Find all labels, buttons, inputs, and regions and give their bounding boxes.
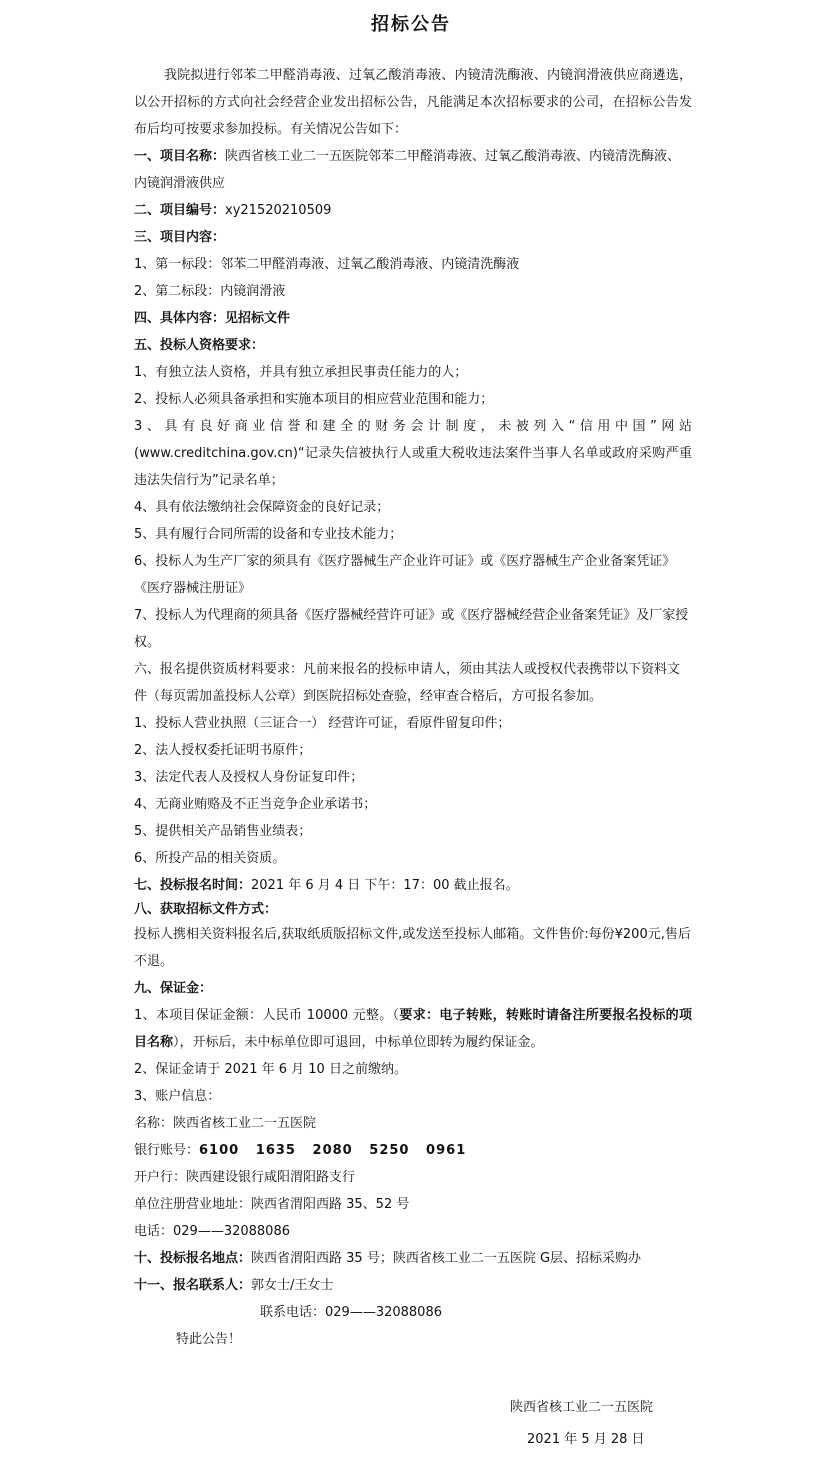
section-value: 陕西省核工业二一五医院邻苯二甲醛消毒液、过氧乙酸消毒液、内镜清洗酶液、内镜润滑液供应	[134, 149, 681, 191]
list-item: 2、投标人必须具备承担和实施本项目的相应营业范围和能力；	[134, 392, 494, 407]
list-item: 3、法定代表人及授权人身份证复印件；	[134, 770, 364, 785]
list-item: 6、投标人为生产厂家的须具有《医疗器械生产企业许可证》或《医疗器械生产企业备案凭证》《医疗器械注册证》	[134, 554, 676, 596]
section-label: 十、投标报名地点：	[134, 1251, 252, 1266]
list-item: 7、投标人为代理商的须具备《医疗器械经营许可证》或《医疗器械经营企业备案凭证》及厂家授权。	[134, 608, 689, 650]
account-address: 单位注册营业地址：陕西省渭阳西路 35、52 号	[134, 1197, 410, 1212]
account-number-value: 6100 1635 2080 5250 0961	[199, 1143, 467, 1158]
section-label: 七、投标报名时间：	[134, 878, 252, 893]
section-project-content-heading: 三、项目内容：	[134, 230, 226, 245]
list-item: 1、第一标段：邻苯二甲醛消毒液、过氧乙酸消毒液、内镜清洗酶液	[134, 257, 520, 272]
list-item	[134, 1002, 692, 1056]
closing-remark: 特此公告！	[176, 1332, 242, 1347]
intro-paragraph: 我院拟进行邻苯二甲醛消毒液、过氧乙酸消毒液、内镜清洗酶液、内镜润滑液供应商遴选，以公开招标的方式向社会经营企业发出招标公告，凡能满足本次招标要求的公司，在招标公告发布后均可按要求参加投标。有关情况公告如下：	[134, 68, 692, 137]
account-number	[134, 1137, 692, 1164]
list-item: 4、具有依法缴纳社会保障资金的良好记录；	[134, 500, 390, 515]
deposit-refund-text: ），开标后，未中标单位即可退回，中标单位即转为履约保证金。	[173, 1035, 544, 1050]
section-registration-materials: 六、报名提供资质材料要求：凡前来报名的投标申请人，须由其法人或授权代表携带以下资料文件（每页需加盖投标人公章）到医院招标处查验，经审查合格后，方可报名参加。	[134, 662, 681, 704]
signature-org-text: 陕西省核工业二一五医院	[510, 1400, 654, 1415]
section-specific-content: 四、具体内容：见招标文件	[134, 311, 291, 326]
signature-date-text: 2021 年 5 月 28 日	[527, 1432, 645, 1447]
list-item: 3、具有良好商业信誉和建全的财务会计制度，未被列入“信用中国”网站(www.creditchina.gov.cn)“记录失信被执行人或重大税收违法案件当事人名单或政府采购严重违法失信行为”记录名单；	[134, 419, 692, 488]
section-registration-location	[134, 1245, 692, 1272]
section-qualification-heading: 五、投标人资格要求：	[134, 338, 265, 353]
section-label: 二、项目编号：	[134, 203, 226, 218]
deposit-amount-text: 1、本项目保证金额：人民币 10000 元整。（	[134, 1008, 400, 1023]
section-value: 郭女士/王女士	[251, 1278, 334, 1293]
section-label: 十一、报名联系人：	[134, 1278, 252, 1293]
list-item: 4、无商业贿赂及不正当竞争企业承诺书；	[134, 797, 377, 812]
section-registration-time	[134, 872, 692, 899]
notice-title: 招标公告	[371, 14, 451, 35]
list-item: 1、有独立法人资格，并具有独立承担民事责任能力的人；	[134, 365, 468, 380]
account-bank: 开户行：陕西建设银行咸阳渭阳路支行	[134, 1170, 356, 1185]
list-item: 2、法人授权委托证明书原件；	[134, 743, 312, 758]
list-item: 2、第二标段：内镜润滑液	[134, 284, 286, 299]
list-item: 6、所投产品的相关资质。	[134, 851, 286, 866]
section-value: 陕西省渭阳西路 35 号；陕西省核工业二一五医院 G层、招标采购办	[251, 1251, 642, 1266]
section-obtain-documents-heading: 八、获取招标文件方式：	[134, 902, 278, 917]
list-item: 2、保证金请于 2021 年 6 月 10 日之前缴纳。	[134, 1062, 407, 1077]
section-obtain-documents-text: 投标人携相关资料报名后,获取纸质版招标文件,或发送至投标人邮箱。文件售价:每份¥200元,售后不退。	[134, 927, 691, 969]
list-item: 5、提供相关产品销售业绩表；	[134, 824, 312, 839]
list-item: 1、投标人营业执照（三证合一） 经营许可证，看原件留复印件；	[134, 716, 511, 731]
account-name: 名称：陕西省核工业二一五医院	[134, 1116, 317, 1131]
account-number-label: 银行账号：	[134, 1143, 200, 1158]
notice-body	[134, 62, 692, 1353]
contact-phone: 联系电话：029——32088086	[260, 1305, 442, 1320]
deposit-requirement-text: 要求：电子转账，转账时请备注所要报名投标的项目名称	[134, 1008, 692, 1050]
list-item: 3、账户信息：	[134, 1089, 221, 1104]
section-deposit-heading: 九、保证金：	[134, 981, 213, 996]
account-phone: 电话：029——32088086	[134, 1224, 290, 1239]
section-label: 一、项目名称：	[134, 149, 226, 164]
section-project-name	[134, 143, 692, 197]
section-value: 2021 年 6 月 4 日 下午：17：00 截止报名。	[251, 878, 519, 893]
section-value: xy21520210509	[225, 203, 332, 218]
list-item: 5、具有履行合同所需的设备和专业技术能力；	[134, 527, 403, 542]
section-contact	[134, 1272, 692, 1299]
section-project-number	[134, 197, 692, 224]
